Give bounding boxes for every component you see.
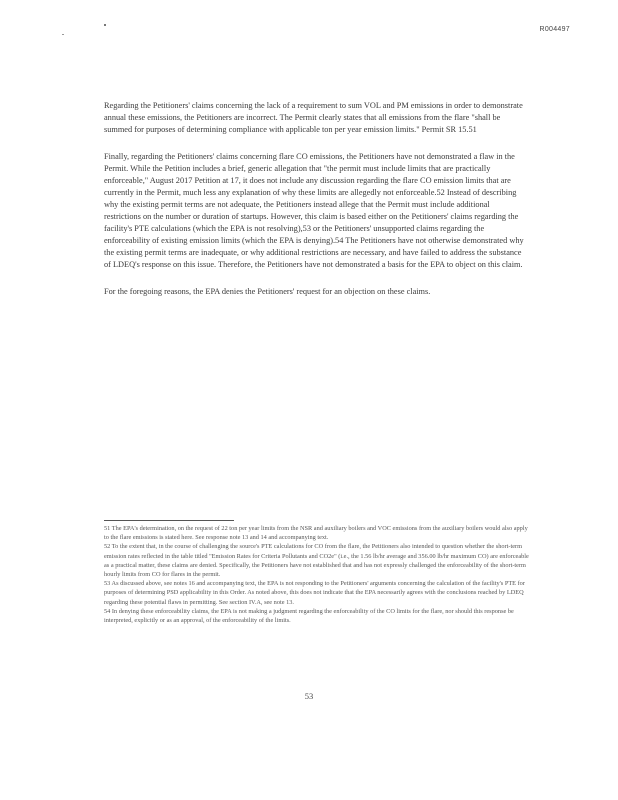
footnotes: [104, 524, 534, 625]
paragraph-voc-pm-emissions: Regarding the Petitioners' claims concerning the lack of a requirement to sum VOL and PM emissions in order to demonstrate annual these emissions, the Petitioners are incorrect. The Permit clearly states that all emissions from the flare "shall be summed for purposes of determining compliance with applicable ton per year emission limits." Permit SR 15.51: [104, 101, 523, 134]
footnote-divider: [104, 520, 234, 521]
scan-mark: [62, 34, 64, 35]
paragraph-conclusion: For the foregoing reasons, the EPA denies the Petitioners' request for an objection on these claims.: [104, 287, 431, 296]
footnote-51: 51 The EPA's determination, on the request of 22 ton per year limits from the NSR and auxiliary boilers and VOC emissions from the auxiliary boilers would also apply to the flare emissions is stated here. See response note 13 and 14 and accompanying text.: [104, 525, 528, 542]
scan-mark: [104, 24, 106, 26]
footnote-52: 52 To the extent that, in the course of challenging the source's PTE calculations for CO from the flare, the Petitioners also intended to question whether the short-term emission rates reflected in the table titled "Emission Rates for Criteria Pollutants and CO2e" (i.e., the 1.56 lb/hr average and 356.00 lb/hr maximum CO) are enforceable as a practical matter, these claims are denied. Specifically, the Petitioners have not established that and has not expressly challenged the enforceability of the short-term hourly limits from CO for flares in the permit.: [104, 543, 529, 579]
paragraph-flare-co-emissions: Finally, regarding the Petitioners' claims concerning flare CO emissions, the Petitioners have not demonstrated a flaw in the Permit. While the Petition includes a brief, generic allegation that "the permit must include limits that are practically enforceable," August 2017 Petition at 17, it does not include any discussion regarding the flare CO emission limits that are currently in the Permit, much less any explanation of why these limits are allegedly not enforceable.52 Instead of describing why the existing permit terms are not adequate, the Petitioners instead allege that the Permit must include additional restrictions on the number or duration of startups. However, this claim is based either on the Petitioners' claims regarding the facility's PTE calculations (which the EPA is not resolving),53 or the Petitioners' unsupported claims regarding the enforceability of existing emission limits (which the EPA is denying).54 The Petitioners have not otherwise demonstrated why the existing permit terms are inadequate, or why additional restrictions are necessary, and have failed to address the substance of LDEQ's response on this issue. Therefore, the Petitioners have not demonstrated a basis for the EPA to object on this claim.: [104, 152, 524, 269]
body-text: [104, 100, 524, 313]
bates-number: R004497: [539, 26, 570, 33]
footnote-54: 54 In denying these enforceability claims, the EPA is not making a judgment regarding the enforceability of the CO limits for the flare, nor should this response be interpreted, explicitly or as an approval, of the enforceability of the limits.: [104, 607, 514, 625]
page-number: 53: [304, 691, 314, 701]
footnote-53: 53 As discussed above, see notes 16 and accompanying text, the EPA is not responding to the Petitioners' arguments concerning the calculation of the facility's PTE for purposes of determining PSD applicability in this Order. As noted above, this does not indicate that the EPA necessarily agrees with the conclusions reached by LDEQ regarding these potential flaws in permitting. See section IV.A, see note 13.: [104, 580, 525, 606]
